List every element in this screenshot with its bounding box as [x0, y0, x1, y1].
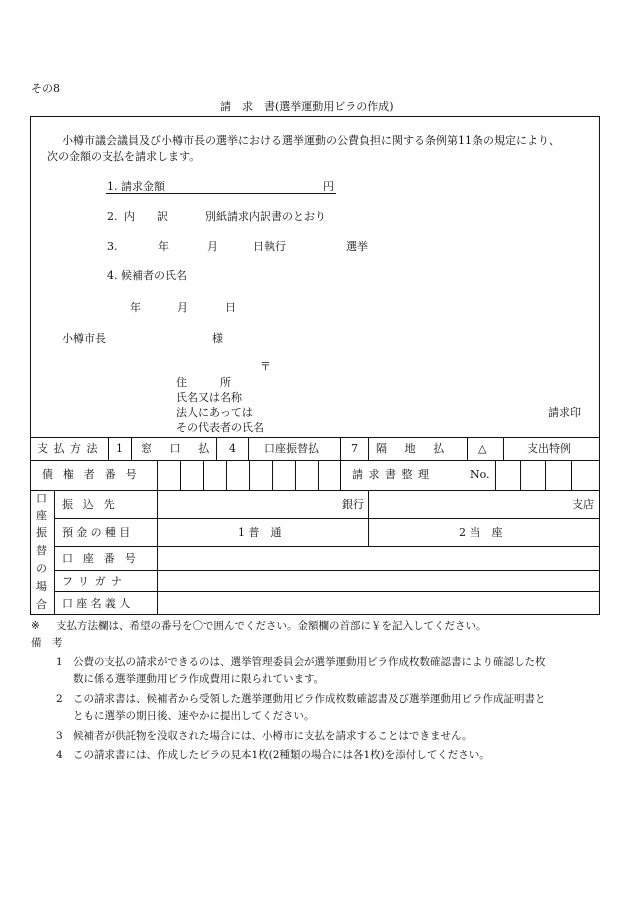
- div: [340, 437, 341, 460]
- furigana-label: フリガナ: [62, 575, 128, 588]
- cell: [226, 460, 227, 490]
- deposit-opt2: 2 当 座: [459, 526, 503, 539]
- row-line: [54, 591, 600, 592]
- intro-line-2: 次の金額の支払を請求します。: [47, 150, 201, 163]
- note-4-num: 4: [56, 749, 63, 761]
- div: [54, 490, 55, 615]
- side-char: 場: [36, 580, 47, 593]
- div: [503, 437, 504, 460]
- cell: [545, 460, 546, 490]
- creditor-label: 債権者番号: [42, 468, 147, 481]
- row-line: [54, 518, 600, 519]
- date-nichi: 日: [225, 301, 236, 314]
- note-2-num: 2: [56, 693, 63, 705]
- note-1-a: 公費の支払の請求ができるのは、選挙管理委員会が選挙運動用ビラ作成枚数確認書により確認した枚: [73, 656, 546, 668]
- addressee-sama: 様: [212, 332, 223, 345]
- payment-triangle: △: [478, 442, 487, 455]
- title-sub: (選挙運動用ビラの作成): [275, 100, 394, 113]
- item-3-nen: 年: [158, 240, 169, 253]
- payment-opt7: 隔 地 払: [376, 442, 448, 455]
- seal-label: 請求印: [548, 406, 581, 419]
- note-3-num: 3: [56, 730, 63, 742]
- side-char: 合: [36, 598, 47, 611]
- claim-no-no: No.: [470, 468, 490, 481]
- item-4-label: 4. 候補者の氏名: [107, 269, 187, 282]
- item-2-value: 別紙請求内訳書のとおり: [205, 210, 326, 223]
- date-nen: 年: [130, 301, 141, 314]
- cell: [571, 460, 572, 490]
- cell: [272, 460, 273, 490]
- account-no-label: 口座番号: [62, 552, 146, 565]
- deposit-type-label: 預金の種目: [62, 526, 134, 539]
- postal-mark: 〒: [260, 360, 271, 373]
- cell: [249, 460, 250, 490]
- div: [340, 460, 341, 490]
- item-2-num: 2.: [107, 210, 118, 223]
- side-char: の: [36, 562, 47, 575]
- payment-opt7-num: 7: [351, 442, 358, 455]
- bank-label: 銀行: [342, 498, 364, 511]
- payment-label: 支払方法: [37, 442, 103, 455]
- side-char: 座: [36, 509, 47, 522]
- rep-label: その代表者の氏名: [176, 421, 264, 434]
- item-3-nichi: 日執行: [253, 240, 286, 253]
- div: [495, 460, 496, 490]
- transfer-to-label: 振込先: [62, 498, 125, 511]
- div: [467, 437, 468, 460]
- page-title: [220, 101, 394, 112]
- div: [216, 437, 217, 460]
- payment-special: 支出特例: [527, 442, 571, 455]
- branch-label: 支店: [572, 498, 594, 511]
- corp-label: 法人にあっては: [176, 406, 253, 419]
- side-char: 振: [36, 526, 47, 539]
- item-3-senkyo: 選挙: [346, 240, 368, 253]
- cell: [203, 460, 204, 490]
- payment-opt4-num: 4: [229, 442, 236, 455]
- name-label: 氏名又は名称: [176, 391, 242, 404]
- address-label: 住 所: [176, 376, 231, 389]
- creditor-row-top: [30, 460, 600, 461]
- form-number: その8: [31, 82, 60, 95]
- account-side-label: [32, 490, 54, 615]
- note-1-num: 1: [56, 656, 63, 668]
- div: [157, 490, 158, 615]
- div: [131, 437, 132, 460]
- row-line: [54, 546, 600, 547]
- item-3-num: 3.: [107, 240, 118, 253]
- div: [248, 437, 249, 460]
- claim-no-label: 請求書整理: [352, 468, 435, 481]
- note-2-a: この請求書は、候補者から受領した選挙運動用ビラ作成枚数確認書及び選挙運動用ビラ作成証明書と: [73, 693, 546, 705]
- row-line: [54, 570, 600, 571]
- note-1-b: 数に係る選挙運動用ビラ作成費用に限られています。: [73, 673, 325, 685]
- title-main: 請 求 書: [220, 100, 275, 113]
- side-char: 口: [36, 492, 47, 505]
- cell: [520, 460, 521, 490]
- div: [368, 518, 369, 546]
- biko-label: 備 考: [31, 637, 63, 649]
- cell: [318, 460, 319, 490]
- cell: [180, 460, 181, 490]
- note-3: 候補者が供託物を没収された場合には、小樽市に支払を請求することはできません。: [73, 730, 473, 742]
- div: [108, 437, 109, 460]
- div: [368, 490, 369, 518]
- addressee-name: 小樽市長: [62, 332, 106, 345]
- item-2-label: 内 訳: [124, 210, 168, 223]
- note-mark: ※: [31, 620, 40, 632]
- payment-opt1: 窓 口 払: [141, 442, 213, 455]
- intro-line-1: 小樽市議会議員及び小樽市長の選挙における選挙運動の公費負担に関する条例第11条の規定により、: [62, 134, 560, 147]
- note-4: この請求書には、作成したビラの見本1枚(2種類の場合には各1枚)を添付してください。: [73, 749, 490, 761]
- amount-underline: [106, 193, 336, 194]
- item-3-gatsu: 月: [207, 240, 218, 253]
- div: [157, 460, 158, 490]
- cell: [295, 460, 296, 490]
- date-gatsu: 月: [177, 301, 188, 314]
- payment-note: 支払方法欄は、希望の番号を〇で囲んでください。金額欄の首部に￥を記入してください。: [56, 620, 487, 632]
- note-2-b: ともに選挙の期日後、速やかに提出してください。: [73, 710, 315, 722]
- payment-opt1-num: 1: [116, 442, 123, 455]
- payment-opt4: 口座振替払: [264, 442, 319, 455]
- deposit-opt1: 1 普 通: [238, 526, 282, 539]
- item-1-label: 1. 請求金額: [107, 180, 165, 193]
- account-top: [30, 490, 600, 491]
- div: [368, 437, 369, 460]
- item-1-unit: 円: [323, 180, 334, 193]
- payment-row-top: [30, 437, 600, 438]
- holder-label: 口座名義人: [62, 597, 134, 610]
- side-char: 替: [36, 544, 47, 557]
